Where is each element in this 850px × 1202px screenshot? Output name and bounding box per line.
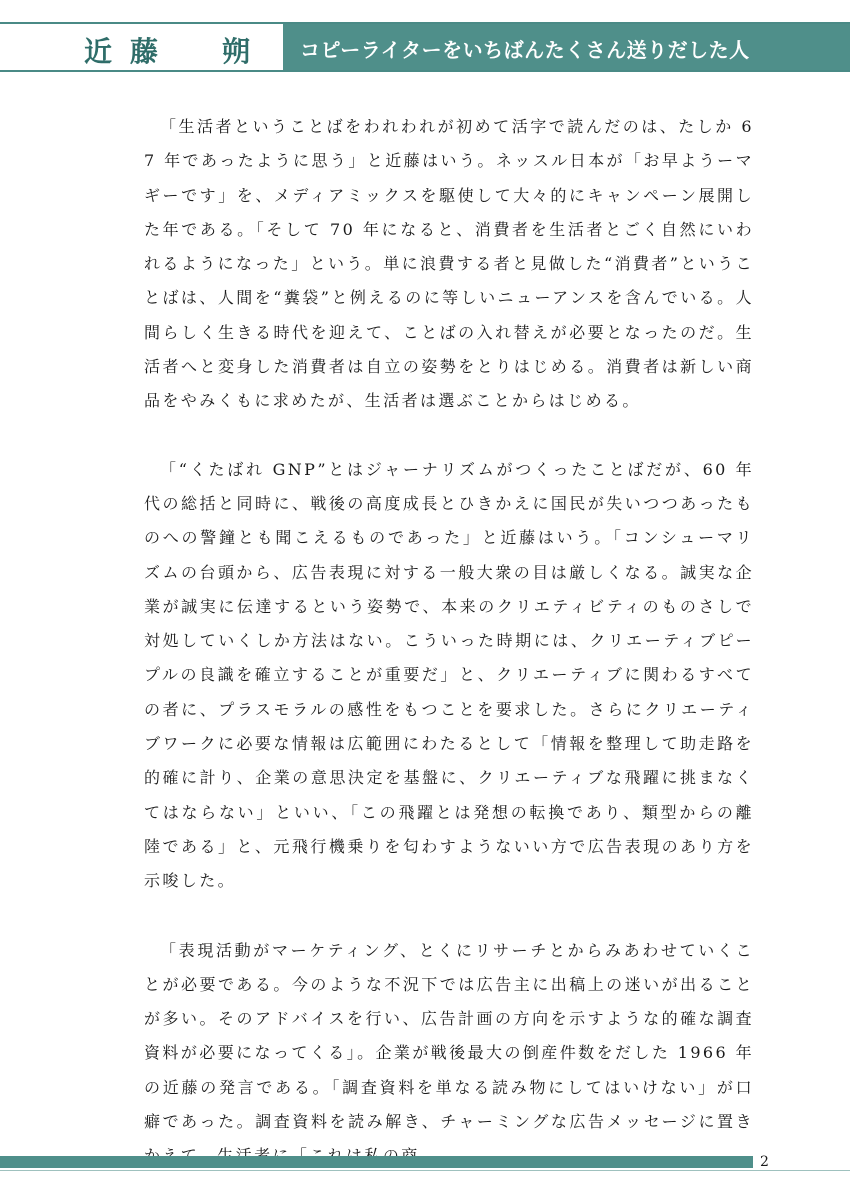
author-name: 近藤 朔 bbox=[84, 35, 269, 68]
paragraph: 「生活者ということばをわれわれが初めて活字で読んだのは、たしか 67 年であったように思う」と近藤はいう。ネッスル日本が「お早ようーマギーです」を、メディアミックスを駆使して大々的にキャンペーン展開した年である。「そして 70 年になると、消費者を生活者とごく自然にいわれるようになった」という。単に浪費する者と見做した“消費者”ということばは、人間を“糞袋”と例えるのに等しいニューアンスを含んでいる。人間らしく生きる時代を迎えて、ことばの入れ替えが必要となったのだ。生活者へと変身した消費者は自立の姿勢をとりはじめる。消費者は新しい商品をやみくもに求めたが、生活者は選ぶことからはじめる。 bbox=[144, 117, 754, 411]
page-number: 2 bbox=[760, 1154, 769, 1170]
footer-rule bbox=[0, 1170, 850, 1171]
footer-bar bbox=[0, 1156, 753, 1168]
header-bottom-rule bbox=[0, 70, 850, 72]
paragraph: 「“くたばれ GNP”とはジャーナリズムがつくったことばだが、60 年代の総括と同時に、戦後の高度成長とひきかえに国民が失いつつあったものへの警鐘とも聞こえるものであった」と近藤はいう。「コンシューマリズムの台頭から、広告表現に対する一般大衆の目は厳しくなる。誠実な企業が誠実に伝達するという姿勢で、本来のクリエティビティのものさしで対処していくしか方法はない。こういった時期には、クリエーティブピープルの良識を確立することが重要だ」と、クリエーティブに関わるすべての者に、プラスモラルの感性をもつことを要求した。さらにクリエーティブワークに必要な情報は広範囲にわたるとして「情報を整理して助走路を的確に計り、企業の意思決定を基盤に、クリエーティブな飛躍に挑まなくてはならない」といい、「この飛躍とは発想の転換であり、類型からの離陸である」と、元飛行機乗りを匂わすようないい方で広告表現のあり方を示唆した。 bbox=[144, 459, 754, 891]
page-header bbox=[0, 22, 850, 72]
article-title: コピーライターをいちばんたくさん送りだした人 bbox=[300, 38, 750, 62]
paragraph: 「表現活動がマーケティング、とくにリサーチとからみあわせていくことが必要である。今のような不況下では広告主に出稿上の迷いが出ることが多い。そのアドバイスを行い、広告計画の方向を示すような的確な調査資料が必要になってくる」。企業が戦後最大の倒産件数をだした 1966 年の近藤の発言である。「調査資料を単なる読み物にしてはいけない」が口癖であった。調査資料を読み解き、チャーミングな広告メッセージに置き bbox=[144, 940, 754, 1132]
article-body bbox=[144, 110, 754, 1174]
